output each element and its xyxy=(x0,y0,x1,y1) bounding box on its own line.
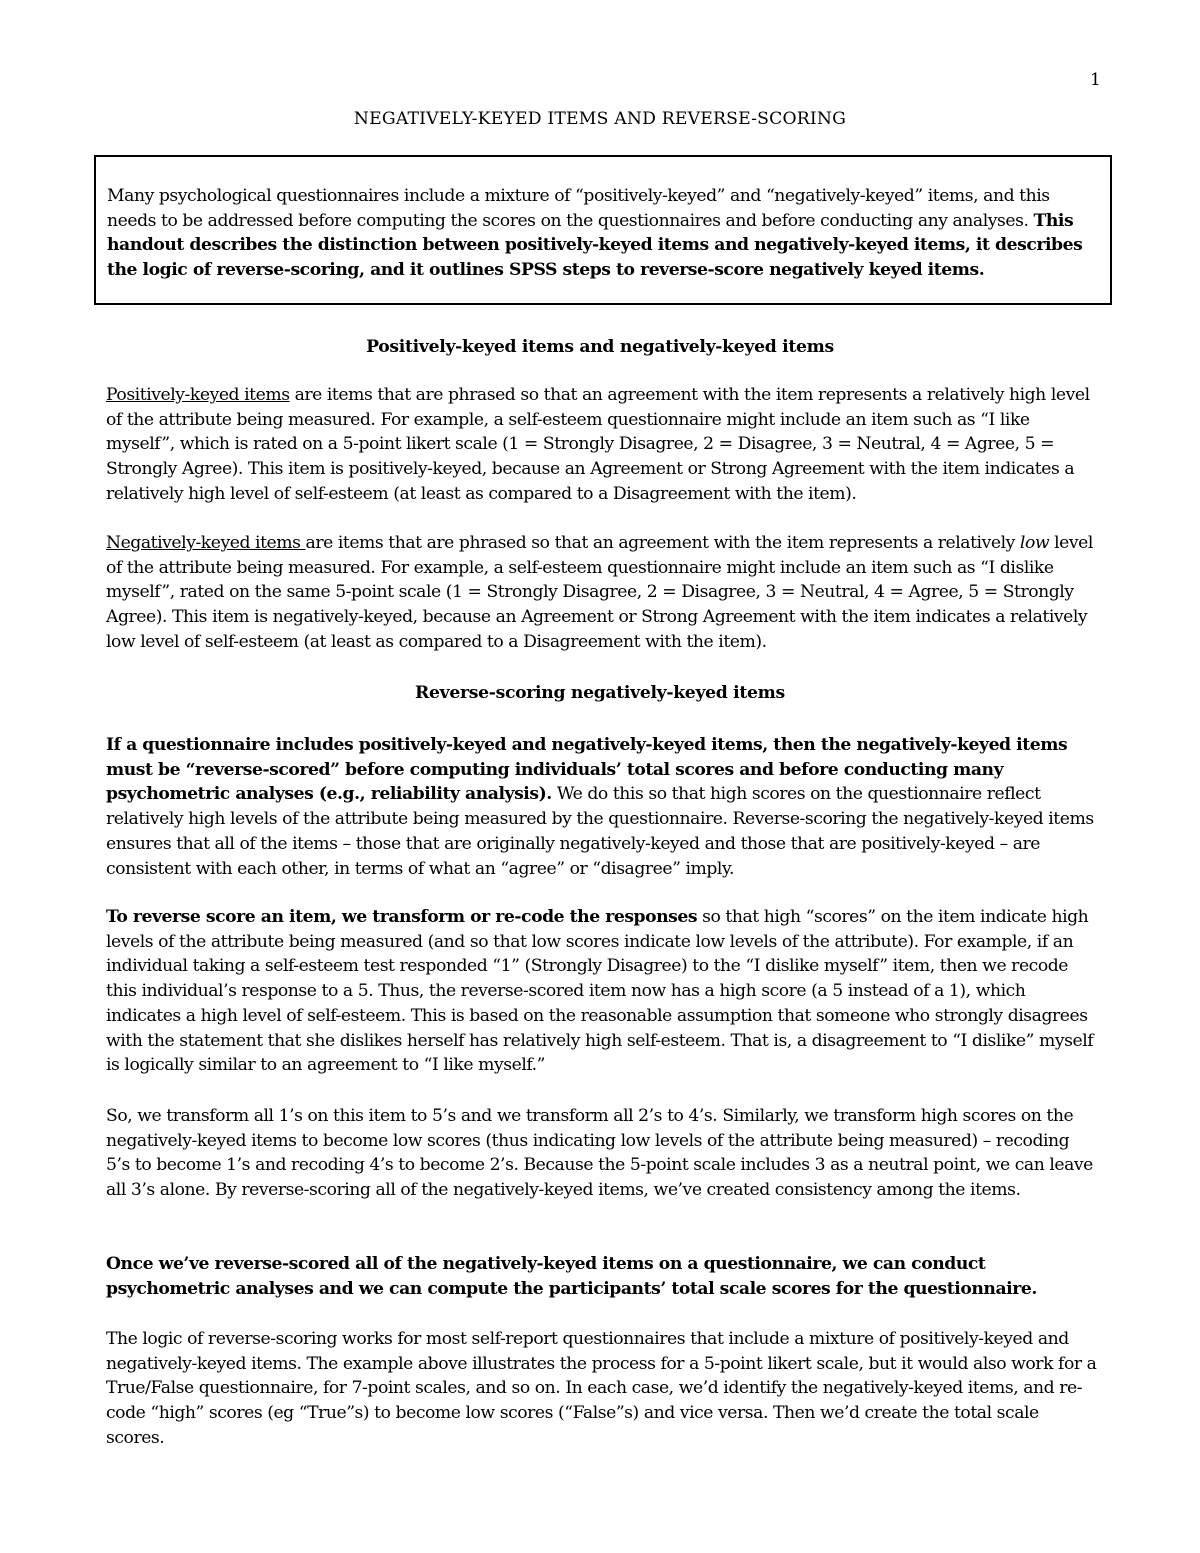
paragraph-once-reverse-scored xyxy=(106,1252,1098,1301)
term-positively-keyed: Positively-keyed items xyxy=(106,385,290,405)
section-heading-reverse-scoring: Reverse-scoring negatively-keyed items xyxy=(415,683,785,703)
paragraph-transform-example: So, we transform all 1’s on this item to 5’s and we transform all 2’s to 4’s. Similarly, we transform high scores on the negatively-keyed items to become low scores (thus indicating low levels of the attribute being measured) – recoding 5’s to become 1’s and recoding 4’s to become 2’s. Because the 5-point scale includes 3 as a neutral point, we can leave all 3’s alone. By reverse-scoring all of the negatively-keyed items, we’ve created consistency among the items. xyxy=(106,1106,1093,1201)
how-to-reverse-score-text: so that high “scores” on the item indicate high levels of the attribute being measured (and so that low scores indicate low levels of the attribute). For example, if an individual taking a self-esteem test responded “1” (Strongly Disagree) to the “I dislike myself” item, then we recode this individual’s response to a 5. Thus, the reverse-scored item now has a high score (a 5 instead of a 1), which indicates a high level of self-esteem. This is based on the reasonable assumption that someone who strongly disagrees with the statement that she dislikes herself has relatively high self-esteem. That is, a disagreement to “I dislike” myself is logically similar to an agreement to “I like myself.” xyxy=(106,907,1094,1076)
once-reverse-scored-bold: Once we’ve reverse-scored all of the negatively-keyed items on a questionnaire, we can conduct psychometric analyses and we can compute the participants’ total scale scores for the questionnaire. xyxy=(106,1254,1037,1299)
summary-paragraph xyxy=(107,184,1102,282)
paragraph-logic-of-reverse-scoring: The logic of reverse-scoring works for most self-report questionnaires that include a mixture of positively-keyed and negatively-keyed items. The example above illustrates the process for a 5-point likert scale, but it would also work for a True/False questionnaire, for 7-point scales, and so on. In each case, we’d identify the negatively-keyed items, and re-code “high” scores (eg “True”s) to become low scores (“False”s) and vice versa. Then we’d create the total scale scores. xyxy=(106,1329,1097,1448)
positively-keyed-text: are items that are phrased so that an agreement with the item represents a relatively high level of the attribute being measured. For example, a self-esteem questionnaire might include an item such as “I like myself”, which is rated on a 5-point likert scale (1 = Strongly Disagree, 2 = Disagree, 3 = Neutral, 4 = Agree, 5 = Strongly Agree). This item is positively-keyed, because an Agreement or Strong Agreement with the item indicates a relatively high level of self-esteem (at least as compared to a Disagreement with the item). xyxy=(106,385,1090,504)
paragraph-positively-keyed xyxy=(106,383,1098,507)
negatively-keyed-text-b: level of the attribute being measured. For example, a self-esteem questionnaire might include an item such as “I dislike myself”, rated on the same 5-point scale (1 = Strongly Disagree, 2 = Disagree, 3 = Neutral, 4 = Agree, 5 = Strongly Agree). This item is negatively-keyed, because an Agreement or Strong Agreement with the item indicates a relatively low level of self-esteem (at least as compared to a Disagreement with the item). xyxy=(106,533,1093,652)
page-number: 1 xyxy=(1090,70,1101,90)
term-negatively-keyed: Negatively-keyed items xyxy=(106,533,306,553)
reverse-score-rule-bold: If a questionnaire includes positively-keyed and negatively-keyed items, then the negatively-keyed items must be “reverse-scored” before computing individuals’ total scores and before conducting many psychometric analyses (e.g., reliability analysis). xyxy=(106,735,1068,805)
how-to-reverse-score-bold: To reverse score an item, we transform or re-code the responses xyxy=(106,907,698,927)
paragraph-how-to-reverse-score xyxy=(106,905,1098,1078)
summary-intro: Many psychological questionnaires include a mixture of “positively-keyed” and “negatively-keyed” items, and this needs to be addressed before computing the scores on the questionnaires and before conducting any analyses. xyxy=(107,186,1050,231)
document-title: NEGATIVELY-KEYED ITEMS AND REVERSE-SCORING xyxy=(353,109,847,129)
section-heading-keyed-items: Positively-keyed items and negatively-keyed items xyxy=(366,337,834,357)
negatively-keyed-text-a: are items that are phrased so that an agreement with the item represents a relatively xyxy=(305,533,1020,553)
summary-bold: This handout describes the distinction between positively-keyed items and negatively-keyed items, it describes the logic of reverse-scoring, and it outlines SPSS steps to reverse-score negatively keyed items. xyxy=(107,210,1083,280)
paragraph-negatively-keyed xyxy=(106,531,1098,655)
paragraph-reverse-score-rule xyxy=(106,733,1098,881)
italic-low: low xyxy=(1019,533,1050,553)
reverse-score-rule-text: We do this so that high scores on the questionnaire reflect relatively high levels of the attribute being measured by the questionnaire. Reverse-scoring the negatively-keyed items ensures that all of the items – those that are originally negatively-keyed and those that are positively-keyed – are consistent with each other, in terms of what an “agree” or “disagree” imply. xyxy=(106,784,1094,879)
